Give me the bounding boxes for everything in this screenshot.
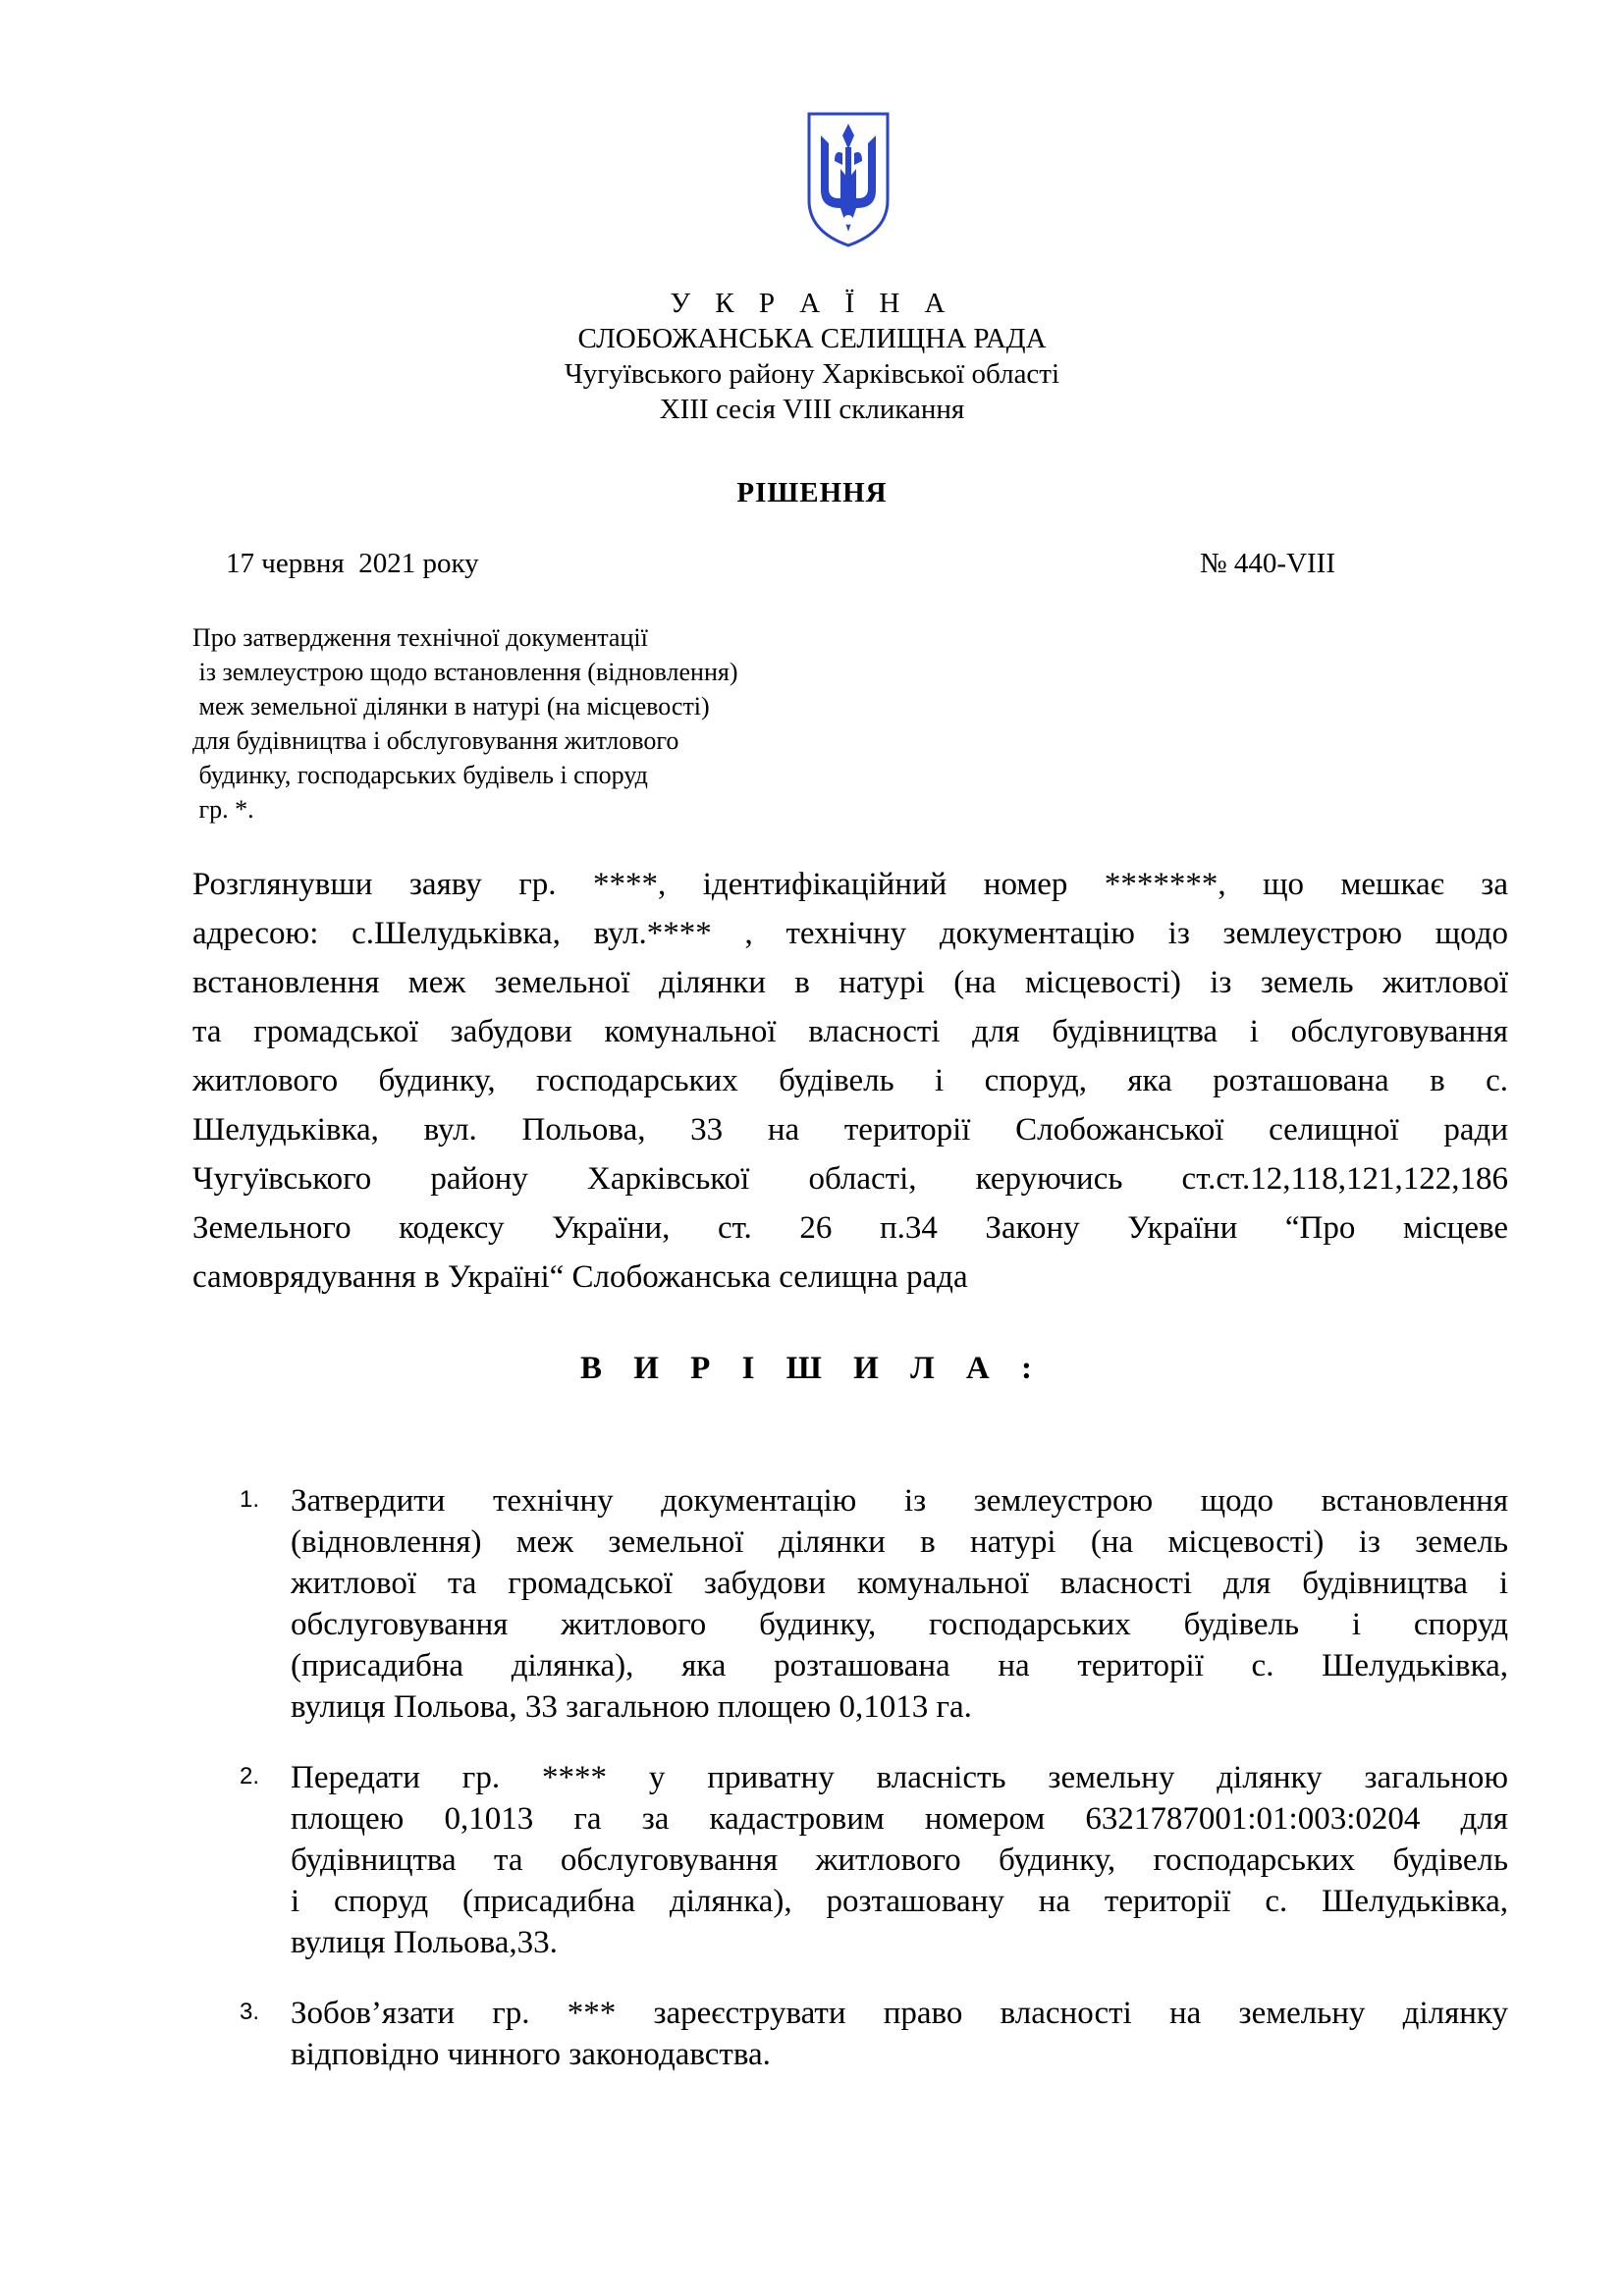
- subject-line: із землеустрою щодо встановлення (відновлення): [192, 658, 738, 686]
- item-text: [291, 1480, 1508, 1728]
- item-line: (відновлення) меж земельної ділянки в натурі (на місцевості) із земель: [291, 1524, 1508, 1560]
- decision-subject: [192, 620, 738, 827]
- preamble-line: житлового будинку, господарських будівель і споруд, яка розташована в с.: [192, 1063, 1508, 1098]
- header-council: СЛОБОЖАНСЬКА СЕЛИЩНА РАДА: [577, 323, 1047, 354]
- preamble-line: та громадської забудови комунальної власності для будівництва і обслуговування: [192, 1014, 1508, 1049]
- subject-line: Про затвердження технічної документації: [192, 623, 648, 652]
- header-country: У К Р А Ї Н А: [670, 288, 954, 319]
- preamble-line: самоврядування в Україні“ Слобожанська селищна рада: [192, 1259, 968, 1295]
- item-line: вулиця Польова, 33 загальною площею 0,1013 га.: [291, 1689, 972, 1725]
- item-line: відповідно чинного законодавства.: [291, 2037, 771, 2072]
- item-line: Затвердити технічну документацію із землеустрою щодо встановлення: [291, 1483, 1508, 1519]
- preamble-line: Шелудьківка, вул. Польова, 33 на території Слобожанської селищної ради: [192, 1112, 1508, 1148]
- item-line: Зобов’язати гр. *** зареєструвати право власності на земельну ділянку: [291, 1996, 1508, 2031]
- preamble-line: Земельного кодексу України, ст. 26 п.34 Закону України “Про місцеве: [192, 1210, 1508, 1246]
- item-line: будівництва та обслуговування житлового будинку, господарських будівель: [291, 1842, 1508, 1878]
- coat-of-arms-trident-icon: [805, 110, 892, 249]
- resolution-item: [192, 1757, 1508, 1963]
- item-line: і споруд (присадибна ділянка), розташовану на території с. Шелудьківка,: [291, 1884, 1508, 1919]
- resolution-list: [192, 1480, 1508, 2105]
- resolution-item: [192, 1993, 1508, 2075]
- resolved-heading: В И Р І Ш И Л А :: [580, 1351, 1044, 1386]
- item-line: (присадибна ділянка), яка розташована на території с. Шелудьківка,: [291, 1648, 1508, 1683]
- item-number: 1.: [240, 1486, 260, 1513]
- preamble-line: встановлення меж земельної ділянки в натурі (на місцевості) із земель житлової: [192, 965, 1508, 1000]
- document-title: РІШЕННЯ: [736, 477, 888, 508]
- preamble-line: адресою: с.Шелудьківка, вул.**** , технічну документацію із землеустрою щодо: [192, 916, 1508, 951]
- decision-number: № 440-VIII: [1200, 548, 1335, 579]
- subject-line: будинку, господарських будівель і споруд: [192, 761, 648, 789]
- item-number: 2.: [240, 1763, 260, 1789]
- preamble-line: Розглянувши заяву гр. ****, ідентифікаційний номер *******, що мешкає за: [192, 867, 1508, 902]
- header-session: XIII сесія VIII скликання: [659, 394, 965, 425]
- subject-line: гр. *.: [192, 795, 254, 824]
- item-line: Передати гр. **** у приватну власність земельну ділянку загальною: [291, 1760, 1508, 1795]
- subject-line: меж земельної ділянки в натурі (на місцевості): [192, 692, 710, 721]
- preamble-line: Чугуївського району Харківської області, керуючись ст.ст.12,118,121,122,186: [192, 1161, 1508, 1197]
- header-region: Чугуївського району Харківської області: [564, 358, 1060, 390]
- item-number: 3.: [240, 1999, 260, 2025]
- resolution-item: [192, 1480, 1508, 1728]
- item-text: [291, 1757, 1508, 1963]
- item-line: вулиця Польова,33.: [291, 1925, 558, 1960]
- preamble-paragraph: [192, 860, 1508, 1302]
- subject-line: для будівництва і обслуговування житлового: [192, 726, 679, 755]
- decision-date: 17 червня 2021 року: [226, 548, 479, 579]
- item-line: обслуговування житлового будинку, господарських будівель і споруд: [291, 1607, 1508, 1642]
- item-line: житлової та громадської забудови комунальної власності для будівництва і: [291, 1566, 1508, 1601]
- item-line: площею 0,1013 га за кадастровим номером 6321787001:01:003:0204 для: [291, 1801, 1508, 1837]
- item-text: [291, 1993, 1508, 2075]
